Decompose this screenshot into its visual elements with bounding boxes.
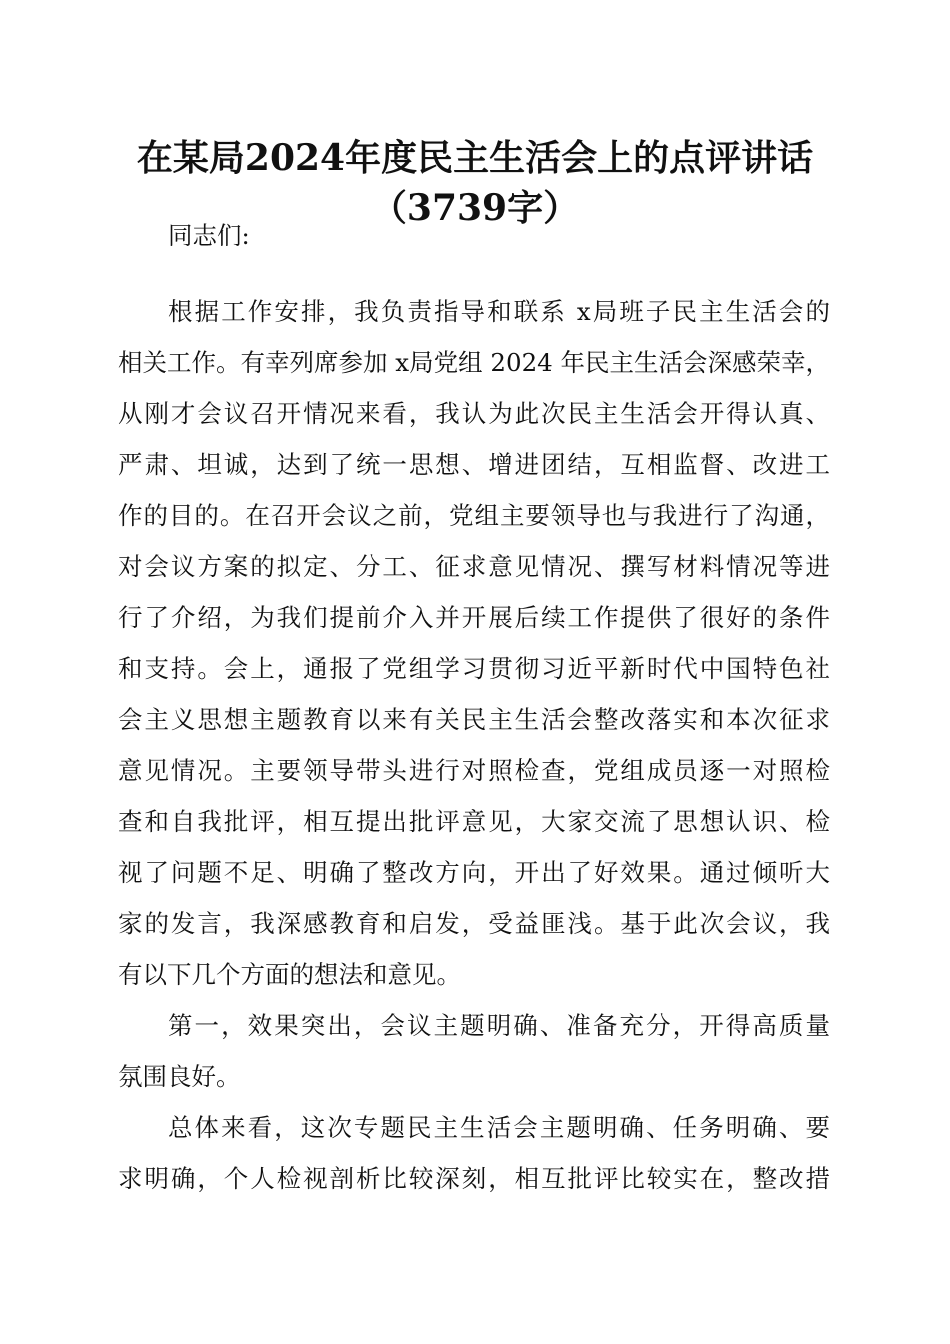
section-heading-line: 第一，效果突出，会议主题明确、准备充分，开得高质量: [168, 1011, 830, 1040]
paragraph-line: 相关工作。有幸列席参加 x局党组 2024 年民主生活会深感荣幸，: [118, 348, 831, 377]
paragraph-line: 会主义思想主题教育以来有关民主生活会整改落实和本次征求: [118, 705, 830, 734]
paragraph-line: 行了介绍，为我们提前介入并开展后续工作提供了很好的条件: [118, 603, 830, 632]
paragraph-line: 对会议方案的拟定、分工、征求意见情况、撰写材料情况等进: [118, 552, 830, 581]
paragraph-line: 严肃、坦诚，达到了统一思想、增进团结，互相监督、改进工: [118, 450, 830, 479]
salutation: 同志们:: [168, 221, 250, 250]
paragraph-line: 求明确，个人检视剖析比较深刻，相互批评比较实在，整改措: [118, 1164, 830, 1193]
document-word-count: （3739字）: [370, 187, 580, 229]
paragraph-line: 家的发言，我深感教育和启发，受益匪浅。基于此次会议，我: [118, 909, 830, 938]
paragraph-line: 和支持。会上，通报了党组学习贯彻习近平新时代中国特色社: [118, 654, 830, 683]
paragraph-line: 从刚才会议召开情况来看，我认为此次民主生活会开得认真、: [118, 399, 830, 428]
paragraph-line: 查和自我批评，相互提出批评意见，大家交流了思想认识、检: [118, 807, 830, 836]
paragraph-line: 视了问题不足、明确了整改方向，开出了好效果。通过倾听大: [118, 858, 830, 887]
section-heading-line: 氛围良好。: [118, 1062, 241, 1091]
paragraph-line: 意见情况。主要领导带头进行对照检查，党组成员逐一对照检: [118, 756, 830, 785]
paragraph-line: 根据工作安排，我负责指导和联系 x局班子民主生活会的: [168, 297, 830, 326]
document-title: 在某局2024年度民主生活会上的点评讲话: [136, 137, 814, 179]
paragraph-line: 有以下几个方面的想法和意见。: [118, 960, 461, 989]
paragraph-line: 总体来看，这次专题民主生活会主题明确、任务明确、要: [168, 1113, 830, 1142]
paragraph-line: 作的目的。在召开会议之前，党组主要领导也与我进行了沟通，: [118, 501, 830, 530]
